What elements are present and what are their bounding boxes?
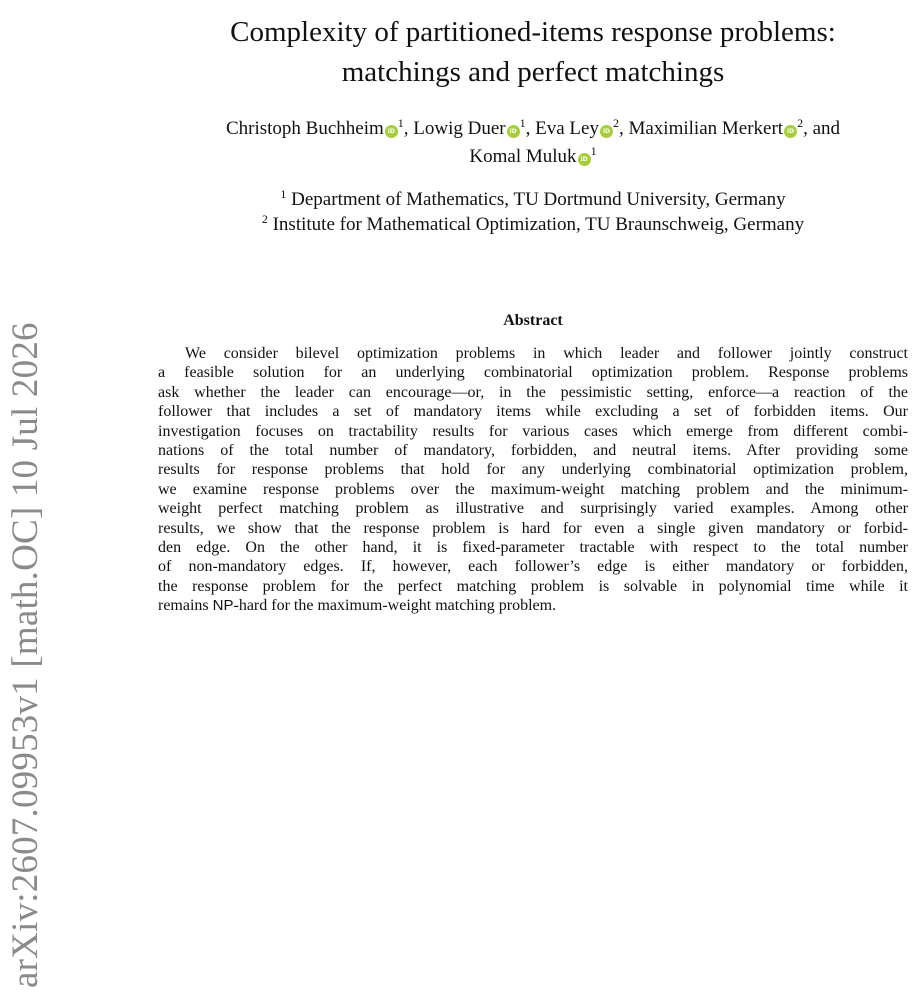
author-conjunction: and [812,118,841,139]
author-name: Komal Muluk [469,146,577,167]
abstract-line: results, we show that the response problem is hard for even a single given mandatory or forbid- [158,519,908,537]
orcid-icon[interactable]: iD [385,125,398,138]
abstract-line: den edge. On the other hand, it is fixed-parameter tractable with respect to the total number [158,539,908,557]
abstract-heading: Abstract [503,312,563,329]
abstract-line: nations of the total number of mandatory, forbidden, and neutral items. After providing some [158,442,908,460]
abstract-line: we examine response problems over the maximum-weight matching problem and the minimum- [158,480,908,498]
author-name: Lowig Duer [413,118,506,139]
author-affiliation-mark: 2 [797,116,804,130]
affiliation-1 [160,187,906,212]
paper-title [160,12,906,92]
orcid-icon[interactable]: iD [784,125,797,138]
author-name: Maximilian Merkert [628,118,784,139]
affiliation-mark: 1 [280,187,287,201]
abstract-line: results for response problems that hold for any underlying combinatorial optimization problem, [158,461,908,479]
author-affiliation-mark: 1 [397,116,404,130]
title-line-1: Complexity of partitioned-items response problems: [230,16,836,48]
abstract-text: remains [158,597,213,615]
author-affiliation-mark: 1 [590,144,597,158]
abstract-line: follower that includes a set of mandatory items while excluding a set of forbidden items. Our [158,403,908,421]
abstract-line: ask whether the leader can encourage—or, in the pessimistic setting, enforce—a reaction of the [158,383,908,401]
abstract-line: weight perfect matching problem as illustrative and surprisingly varied examples. Among other [158,500,908,518]
abstract-line: We consider bilevel optimization problems in which leader and follower jointly construct [185,345,908,362]
orcid-icon[interactable]: iD [507,125,520,138]
author-name: Eva Ley [535,118,599,139]
arxiv-identifier-stamp: arXiv:2607.09953v1 [math.OC] 10 Jul 2026 [5,322,46,988]
np-complexity-class: NP [212,597,234,615]
affiliation-text: Department of Mathematics, TU Dortmund University, Germany [291,189,786,210]
abstract-body [158,344,908,616]
abstract-last-line [158,596,908,615]
abstract-line: the response problem for the perfect matching problem is solvable in polynomial time while it [158,577,908,595]
abstract-line: of non-mandatory edges. If, however, each follower’s edge is either mandatory or forbidden, [158,558,908,576]
affiliation-2 [160,212,906,237]
author-affiliation-mark: 1 [519,116,526,130]
orcid-icon[interactable]: iD [578,153,591,166]
author-affiliation-mark: 2 [612,116,619,130]
author-line-1: Christoph Buchheim $iD^1$, Lowig Duer $iD^1$, Eva Ley $iD^2$, Maximilian Merkert $iD^2$, and [225,116,841,139]
orcid-icon[interactable]: iD [600,125,613,138]
affiliation-list [160,187,906,237]
abstract-line: a feasible solution for an underlying combinatorial optimization problem. Response problems [158,364,908,382]
abstract-text: -hard for the maximum-weight matching problem. [233,597,557,615]
title-line-2: matchings and perfect matchings [341,56,725,88]
abstract-line: investigation focuses on tractability results for various cases which emerge from different combi- [158,422,908,440]
author-name: Christoph Buchheim [225,118,384,139]
affiliation-mark: 2 [261,212,268,226]
affiliation-text: Institute for Mathematical Optimization, TU Braunschweig, Germany [272,214,805,235]
author-line-2 [160,143,906,171]
author-list [160,115,906,171]
